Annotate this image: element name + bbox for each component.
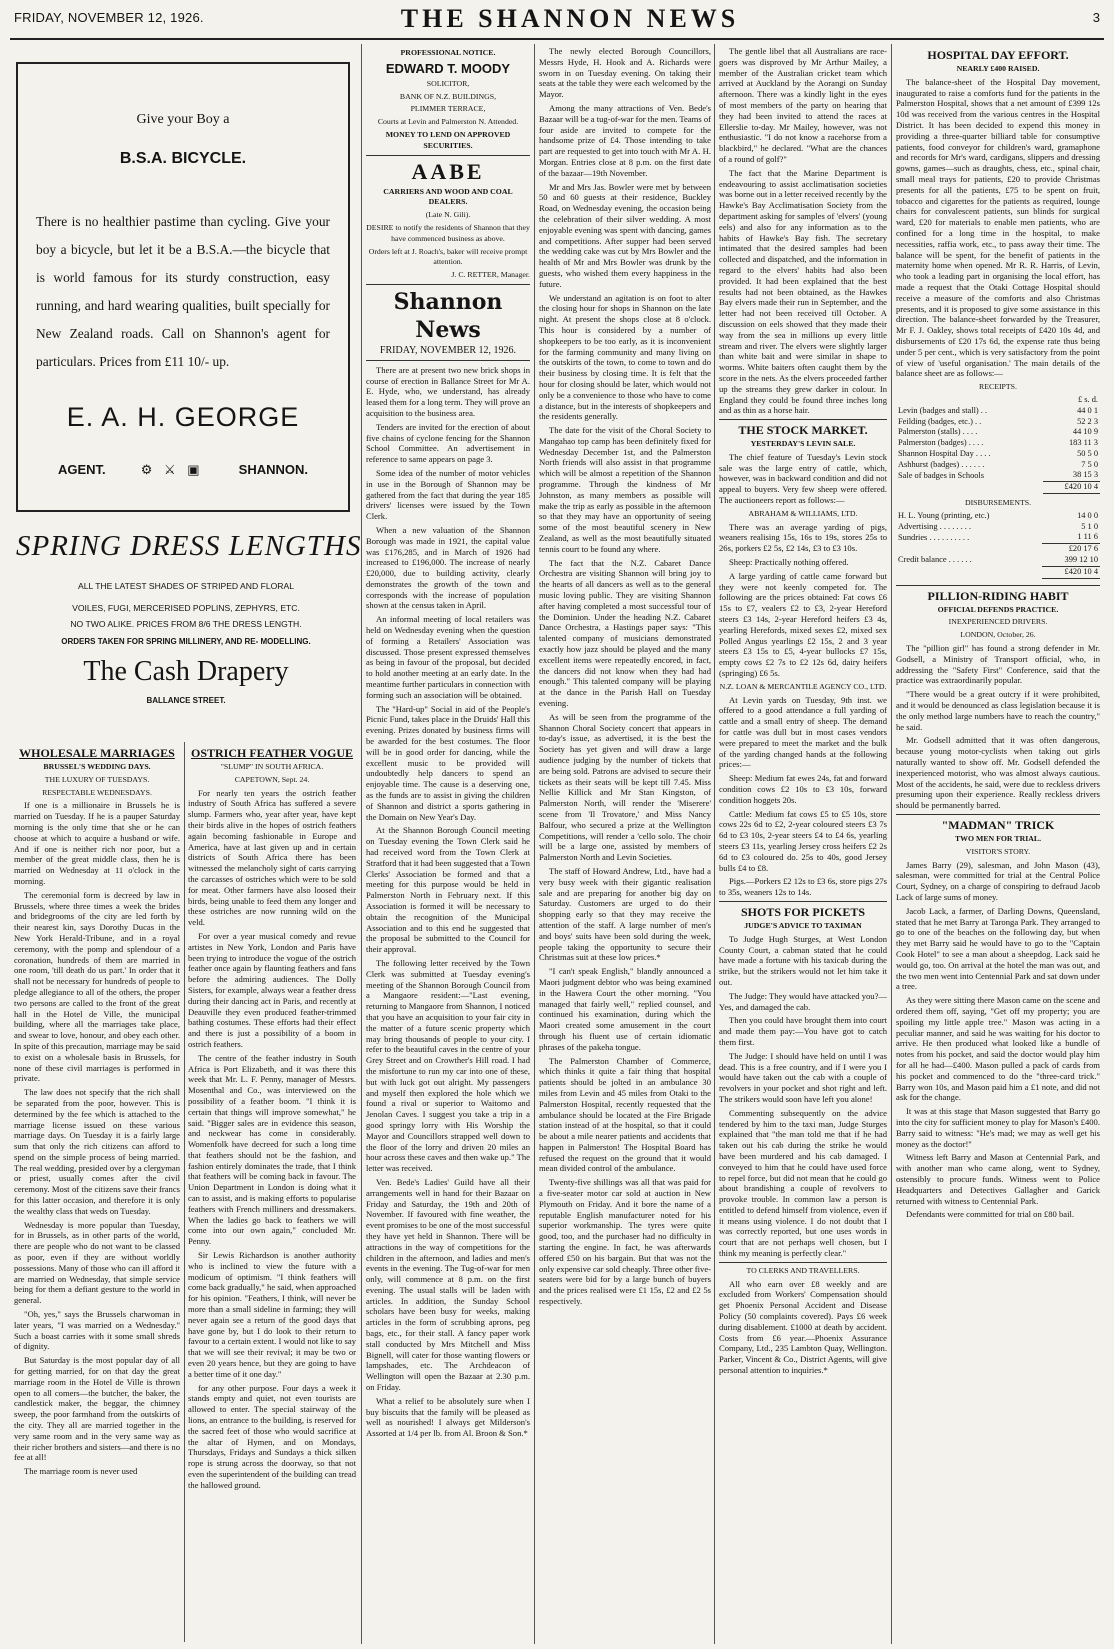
- hospital-headline: HOSPITAL DAY EFFORT.: [927, 48, 1069, 62]
- column-local-news-2: [539, 46, 711, 1644]
- paragraph: The chief feature of Tuesday's Levin stock sale was the large entry of cattle, which, however, was in backward condition and did not appeal to buyers. Very few sheep were offered. The auctioneers report as follows:—: [719, 451, 887, 506]
- table-row: [896, 566, 1100, 578]
- table-row: [896, 522, 1100, 533]
- moody-line: MONEY TO LEND ON APPROVED SECURITIES.: [385, 129, 511, 150]
- credit-label: Credit balance . . . . . .: [898, 555, 972, 565]
- paragraph: But Saturday is the most popular day of all for getting married, for on that day the great marriage room in the Hotel de Ville is thrown open to all comers—the butcher, the baker, the candlestick maker, the beggar, the chimney sweep, the poor farmhand from the outskirts of the city. They all are married together in the very same room and in the very same way as their richer brothers and sisters—and there is no fee at all!: [14, 1355, 180, 1463]
- paragraph: There are at present two new brick shops in course of erection in Ballance Street for Mr A. E. Hyde, who, we understand, has already leased them for a long term. They will prove an acquisition to the business area.: [366, 364, 530, 418]
- paragraph: At Levin yards on Tuesday, 9th inst. we offered to a good attendance a full yarding of cattle and a small entry of sheep. The demand for cattle was dull but in most cases vendors were prepared to meet the market and the bulk of the yarding changed hands at the following prices:—: [719, 694, 887, 770]
- stock-headline: THE STOCK MARKET.: [738, 423, 868, 438]
- paper-nameplate: Shannon News: [393, 288, 503, 343]
- paragraph: An informal meeting of local retailers was held on Wednesday evening when the question of forming a Retailers' Association was discussed. Those present expressed themselves as being in favour of the proposal, but decided to hold another meeting at an early date. In the meantime further particulars in connection with forming such an association will be obtained.: [366, 614, 530, 700]
- column-local-news: [366, 46, 530, 1644]
- paragraph: As will be seen from the programme of the Shannon Choral Society concert that appears in to-day's issue, as advertised, it is the best the Society has yet given and will draw a large audience judging by the number of tickets that are being sold. Patrons are advised to secure their tickets as their seats will be kept till 7.45. Miss Nellie Killick and Mr Stan Kingston, of Palmerston North, will render the 'Miserere' scene from 'Il Trovatore,' and Miss Nancy Balfour, who secured a prize at the Wellington Competitions, will render a 'cello solo. The choir will be a large one, assisted by members of Palmerston North and Levin Societies.: [539, 711, 711, 863]
- moody-name: EDWARD T. MOODY: [385, 60, 511, 76]
- paragraph: Commenting subsequently on the advice tendered by him to the taxi man, Judge Sturges explained that "the man told me that if he had taken out his cab during the strike he would have been murdered and his cab damaged. I conveyed to him that he could have used force to repel force, but did not mean that he could go about brandishing a couple of revolvers to provoke trouble. In common law a person is entitled to defend himself from violence, even if it means using violence. I do not doubt that I was correctly reported, but one uses words in court that are not perhaps well chosen, but I think my meaning is perfectly clear.": [719, 1107, 887, 1259]
- disb-amount: 5 1 0: [1081, 521, 1098, 531]
- disbursements-table: [896, 511, 1100, 579]
- ostrich-sub1: "SLUMP" IN SOUTH AFRICA.: [220, 762, 324, 771]
- receipt-amount: 183 11 3: [1068, 438, 1098, 448]
- receipt-amount: 7 5 0: [1081, 459, 1098, 469]
- drapery-headline: SPRING DRESS LENGTHS: [16, 530, 362, 562]
- receipt-label: Palmerston (badges) . . . .: [898, 438, 984, 448]
- pillion-dateline: LONDON, October, 26.: [960, 630, 1036, 640]
- paragraph: When a new valuation of the Shannon Borough was made in 1921, the capital value was £176,285, and in March of 1926 had increased to £196,000. The increase of nearly £20,000, due to building activity, clearly demonstrates the growth of the town and corresponds with the increase of population shown at the census taken in April.: [366, 524, 530, 611]
- paragraph: The centre of the feather industry in South Africa is Port Elizabeth, and it was there this week that Mr. L. F. Penny, manager of Messrs. Mosenthal and Co., was interviewed on the possibility of a feather boom. "I think it is certain that things will improve somewhat," he said. "Bigger sales are in evidence this season, and neckwear has come in considerably. Womenfolk have decreed for such a long time that feathers should not be the fashion, and fashion entirely dominates the trade, that I think that feathers will be coming back in favour. The Union Department in London is doing what it can to assist, and is making efforts to popularise feathers with French milliners and dressmakers. When the ladies go back to feathers we will come into our own again," concluded Mr. Penny.: [188, 1052, 356, 1247]
- receipt-amount: 44 0 1: [1077, 405, 1098, 415]
- paragraph: The "pillion girl" has found a strong defender in Mr. Godsell, a Ministry of Transport official, who, in addressing the "Safety First" Conference, said that the practice was extraordinarily popular.: [896, 643, 1100, 686]
- aabe-line: Orders left at J. Roach's, baker will receive prompt attention.: [368, 246, 528, 267]
- disb-label: H. L. Young (printing, etc.): [898, 510, 990, 520]
- receipt-label: Levin (badges and stall) . .: [898, 405, 988, 415]
- aabe-line: J. C. RETTER, Manager.: [451, 270, 530, 280]
- table-row: [896, 417, 1100, 428]
- receipt-amount: 50 5 0: [1077, 448, 1098, 458]
- masthead-rule: [10, 38, 1104, 40]
- money-header: £ s. d.: [1077, 394, 1098, 404]
- paragraph: Defendants were committed for trial on £80 bail.: [906, 1209, 1075, 1220]
- paragraph: The date for the visit of the Choral Society to Mangahao top camp has been definitely fixed for Wednesday December 1st, and the Palmerston North friends will also assist in that programme which will be almost a repetition of the Shannon programme. Through the kindness of Mr Johnston, as many members as possible will make the trip as early as possible in the afternoon so that they may have an opportunity of seeing some of the most beautiful scenery in New Zealand, as well as the most beautifully situated tennis court to be found any where.: [539, 425, 711, 554]
- divider: [366, 284, 530, 285]
- masthead-date: FRIDAY, NOVEMBER 12, 1926.: [14, 10, 204, 25]
- disb-label: Sundries . . . . . . . . . .: [898, 532, 970, 542]
- column-rule: [891, 44, 892, 1644]
- paragraph: Some idea of the number of motor vehicles in use in the Borough of Shannon may be gathered from the fact that during the year 185 drivers' licenses were issued by the Town Clerk.: [366, 467, 530, 522]
- receipt-label: Feilding (badges, etc.) . .: [898, 416, 982, 426]
- receipts-label: RECEIPTS.: [979, 382, 1017, 392]
- paragraph: Twenty-five shillings was all that was paid for a five-seater motor car sold at auction in New Plymouth on Friday. And it bore the name of a reputable English manufacturer noted for his superior workmanship. The tyres were quite good, too, and the purchaser had no difficulty in starting the engine. In fact, he was afterwards offered £50 on his bargain. But that was not the only expensive car sold cheaply. Three other five-seaters were bid for by a large bunch of buyers and the prices realised were £1 15s, £2 and £2 5s respectively.: [539, 1177, 711, 1307]
- marriages-sub2: THE LUXURY OF TUESDAYS.: [44, 774, 150, 784]
- article-wholesale-marriages: [14, 744, 180, 1644]
- table-row: [896, 438, 1100, 449]
- paragraph: The Judge: I should have held on until I was dead. This is a free country, and if I were you I would have taken out the cab with a couple of revolvers in your pocket and shot right and left. The strikers would soon have left you alone!: [719, 1050, 887, 1104]
- marriages-headline: WHOLESALE MARRIAGES: [19, 746, 175, 760]
- divider: [719, 901, 887, 902]
- hospital-sub: NEARLY £400 RAISED.: [956, 64, 1040, 73]
- stock-sub: YESTERDAY'S LEVIN SALE.: [750, 439, 856, 449]
- disb-total: £420 10 4: [1042, 566, 1100, 578]
- disbursements-label: DISBURSEMENTS.: [964, 498, 1032, 508]
- divider: [896, 814, 1100, 815]
- paragraph: The "Hard-up" Social in aid of the People's Picnic Fund, takes place in the Druids' Hall this evening. Prizes donated by business firms will be awarded for the best costumes. The floor will be in good order for dancing, while the excellent music to be provided will undoubtedly help dancers to spend an enjoyable time. The cause is a deserving one, as the funds are to assist in giving the children of Shannon and district a sports gathering in the Domain on New Year's Day.: [366, 703, 530, 822]
- paragraph: Tenders are invited for the erection of about five chains of cyclone fencing for the Shannon School Committee. An advertisement in reference to same appears on page 3.: [366, 421, 530, 465]
- pillion-sub2: INEXPERIENCED DRIVERS.: [948, 617, 1048, 627]
- column-rule: [714, 44, 715, 1644]
- paragraph: As they were sitting there Mason came on the scene and ordered them off, saying, "Get off my property; you are spoiling my little apple tree." Mason was acting in a peculiar manner, and said he was waiting for his doctor to arrive. He then produced what looked like a bundle of notes from his pocket, and said the doctor would play him for all he had—£400. Mason pulled a pack of cards from his pocket and commenced to do the "three-card trick." Barry won 10s, and Mason paid him a £1 note, and did not ask for the change.: [896, 995, 1100, 1103]
- paragraph: Jacob Lack, a farmer, of Darling Downs, Queensland, stated that he met Barry at Taronga Park. They arranged to go to one of the beaches on the following day, but when they met Barry said he would have to go to the "Captain Cook Hotel" to see a man about a sheepdog. Lack said he would go, too. On arrival at the hotel the man was out, and the two men went into Centennial Park and sat down under a tree.: [896, 905, 1100, 992]
- paragraph: Among the many attractions of Ven. Bede's Bazaar will be a tug-of-war for the men. Teams of four aside are invited to compete for the handsome prize of £4. Those intending to take part are requested to get into touch with Mr A. H. Morgan. Entries close at 8 p.m. on the first date of the bazaar—19th November.: [539, 102, 711, 178]
- paragraph: The Palmerston Chamber of Commerce, which thinks it quite a fair thing that hospital patients should be jolted in an ambulance 30 miles from Levin and 45 miles from Otaki to the Palmerston Hospital, recently requested that the ambulance should be located at the Fire Brigade station instead of at the hospital, so that it could be about a mile nearer patients and accidents that happen in Palmerston! The Hospital Board has refused the request on the ground that it would mean divided control of the ambulance.: [539, 1055, 711, 1174]
- paragraph: At the Shannon Borough Council meeting on Tuesday evening the Town Clerk said he had received word from the Town Clerk at Stratford that it had been suggested that a Town Clerks' Association be formed and that a meeting for this purpose would be held in Palmerston North in February next. If this Association is formed it will be necessary to obtain the recognition of the Municipal Association and to this end he suggested that the proposal be submitted to the Council for their approval.: [366, 825, 530, 955]
- table-row: [896, 511, 1100, 522]
- paragraph: If one is a millionaire in Brussels he is married on Tuesday. If he is a pauper Saturday morning is the only time that she or he can choose at which to acquire a husband or wife. And if one is neither rich nor poor, but a member of the great middle class, then he is married on Wednesday at 11 o'clock in the morning.: [14, 800, 180, 886]
- marriages-sub3: RESPECTABLE WEDNESDAYS.: [42, 787, 152, 797]
- paragraph: We understand an agitation is on foot to alter the closing hour for shops in Shannon on the late night. At present the shops close at 8 o'clock. This hour is considered by a number of shopkeepers to be too early, as it is inconvenient for the farming community and many living on the outskirts of the town, to come to town and do their business by closing time. It is felt that the hour for closing should be later, which would not only be a convenience to those who have to come a distance, but in the interests of shopkeepers and the residents generally.: [539, 292, 711, 422]
- drapery-line1: ALL THE LATEST SHADES OF STRIPED AND FLORAL: [77, 581, 295, 591]
- paragraph: Sheep: Medium fat ewes 24s, fat and forward condition cows £2 10s to £3 10s, forward condition hoggets 20s.: [719, 773, 887, 805]
- paragraph: To Judge Hugh Sturges, at West London County Court, a cabman stated that he could have made a fortune with his taxicab during the strike, but the strikers would not let him take it out.: [719, 933, 887, 987]
- aabe-line: DESIRE to notify the residents of Shannon that they have commenced business as above.: [366, 222, 530, 243]
- paragraph: The ceremonial form is decreed by law in Brussels, where three times a week the brides and bridegrooms of the city are led forth by their nearest kin, says Dorothy Ducas in the New York Herald-Tribune, and in a royal ceremony, with the pomp and splendour of a coronation, hundreds of them are married in one room, 'till death do us part.' In order that it shall not be necessary for hundreds of people to pledge allegiance to all of the others, the proper two persons are called to the front of the great hall in the Hotel de Ville, the municipal building, where all the marriages take place, and swear to love, honour, and obey each other. In spite of this precaution, marriage may be said to exist on a wholesale basis in Brussels, for none of these civil marriages is performed in private.: [14, 889, 180, 1084]
- masthead-page-number: 3: [1092, 10, 1100, 25]
- paragraph: Mr and Mrs Jas. Bowler were met by between 50 and 60 guests at their residence, Buckley Road, on Wednesday evening, the occasion being the celebration of their silver wedding. A most enjoyable evening was spent with dancing, games and competitions. After supper had been served the wedding cake was cut by Mrs Bowler and the health of Mr and Mrs Bowler was drunk by the guests, who wished them every happiness in the future.: [539, 181, 711, 289]
- paragraph: "Oh, yes," says the Brussels charwoman in later years, "I was married on a Wednesday." Such a boast carries with it some small shreds of dignity.: [14, 1309, 180, 1352]
- paragraph: The law does not specify that the rich shall be separated from the poor, however. This is determined by the fee which is attached to the marriage license issued on these various marriage days. On Tuesday it is a fairly large sum that only the rich citizens can afford to spend on the simple process of being married. The real wedding, presided over by a clergyman or priest, usually comes after the civil ceremony. Most of the citizens save their francs for this latter occasion, and therefore it is only the wealthy class that weds on Tuesday.: [14, 1087, 180, 1216]
- table-row: [896, 555, 1100, 566]
- madman-sub2: VISITOR'S STORY.: [965, 846, 1031, 856]
- bsa-product: B.S.A. BICYCLE.: [119, 150, 247, 167]
- pickets-headline: SHOTS FOR PICKETS: [740, 904, 866, 919]
- table-row: [896, 449, 1100, 460]
- paragraph: It was at this stage that Mason suggested that Barry go into the city for sufficient money to play for Mason's £400. Barry said to witness: "He's mad; we may as well get his money as the doctor!": [896, 1106, 1100, 1149]
- moody-line: Courts at Levin and Palmerston N. Attended.: [377, 117, 519, 127]
- disb-amount: 1 11 6: [1077, 532, 1098, 542]
- table-row: [896, 406, 1100, 417]
- paragraph: Witness left Barry and Mason at Centennial Park, and with another man who came along, went to Sydney, ostensibly to procure funds. Witness went to Police Headquarters and Detectives Gallagher and Garick returned with witness to Centennial Park.: [896, 1152, 1100, 1206]
- paragraph: The newly elected Borough Councillors, Messrs Hyde, H. Hook and A. Richards were sworn in on Tuesday evening. On taking their seats at the table they were each welcomed by the Mayor.: [539, 46, 711, 100]
- marriages-sub1: BRUSSEL'S WEDDING DAYS.: [43, 762, 151, 771]
- receipt-amount: 44 10 9: [1072, 427, 1098, 437]
- divider: [366, 155, 530, 156]
- bsa-agent-place: SHANNON.: [238, 462, 308, 477]
- column-market-and-court: [719, 46, 887, 1644]
- receipt-amount: 38 15 3: [1072, 470, 1098, 480]
- paragraph: The Judge: They would have attacked you?—Yes, and damaged the cab.: [719, 990, 887, 1012]
- paragraph: The staff of Howard Andrew, Ltd., have had a very busy week with their gigantic realisation sale and are preparing for another big day on Saturday. Customers are urged to do their shopping early so that they may receive the attention of the staff. A large number of men's and boys' suits have been sold during the week, people taking the opportunity to secure their Christmas suit at these low prices.*: [539, 865, 711, 963]
- paragraph: Pigs.—Porkers £2 12s to £3 6s, store pigs 27s to 35s, weaners 12s to 14s.: [719, 876, 887, 898]
- bsa-body: There is no healthier pastime than cycling. Give your boy a bicycle, but let it be a B.S.A.—the bicycle that is world famous for its sturdy construction, easy running, and hard wearing qualities, built specially for New Zealand roads. Call on Shannon's agent for particulars. Prices from £11 10/- up.: [36, 214, 330, 369]
- madman-headline: "MADMAN" TRICK: [941, 818, 1055, 832]
- bsa-logo-icon: ⚙ ⚔ ▣: [140, 462, 204, 477]
- column-rule: [361, 44, 362, 1644]
- pillion-sub1: OFFICIAL DEFENDS PRACTICE.: [937, 604, 1059, 614]
- receipt-label: Sale of badges in Schools: [898, 470, 985, 480]
- paragraph: What a relief to be absolutely sure when I buy biscuits that the family will be pleased as well as nourished! I always get Milderson's Assorted at 1/4 per lb. from Al. Broon & Son.*: [366, 1395, 530, 1439]
- receipt-label: Ashhurst (badges) . . . . . .: [898, 459, 985, 469]
- auctioneer-name: ABRAHAM & WILLIAMS, LTD.: [748, 508, 858, 518]
- receipts-total: £420 10 4: [1043, 482, 1100, 494]
- drapery-street: BALLANCE STREET.: [146, 696, 226, 705]
- paragraph: For nearly ten years the ostrich feather industry of South Africa has suffered a severe slump. Farmers who, year after year, have kept their birds alive in the hopes of ostrich feathers again becoming fashionable in Europe and America, have at last given up and in certain districts of South Africa there has been witnessed the melancholy sight of carts carrying the carcasses of ostriches which were to be sold for meat. Other farmers have also loosed their birds, being unable to feed them any longer and these ostriches are now running wild on the veld.: [188, 787, 356, 928]
- credit-amount: 399 12 10: [1064, 555, 1098, 565]
- moody-line: SOLICITOR,: [426, 78, 470, 88]
- paragraph: The fact that the Marine Department is endeavouring to assist acclimatisation societies was borne out in a letter received recently by the Hawke's Bay Acclimatisation Society from the department asking for samples of 'elvers' (young eels) and also for any information as to the habits of Hawke's Bay fish. The secretary intimated that the desired samples had been collected and dispatched, and the information in regard to the elvers' habits had also been provided. It had been explained that the best results had not been obtained, as the Hawkes Bay elvers made their run in September, and the letter had not been received till October. A discussion on eels showed that they made their way from the sea in millions up every little stream and river. The elvers were slightly larger than white bait and were similar in shape to worms. White baiters often caught them by the score in the nets. As the elvers proceeded farther up the streams they grew darker in colour. In England they could be found three inches long and as thin as a horse hair.: [719, 167, 887, 416]
- paragraph: The marriage room is never used: [24, 1466, 138, 1477]
- article-ostrich-feather-vogue: [188, 744, 356, 1644]
- paragraph: The fact that the N.Z. Cabaret Dance Orchestra are visiting Shannon will bring joy to the hearts of all dancers as well as to the general music loving public. They are visiting Shannon after having completed a most successful tour of the Dominion. Under the heading N.Z. Cabaret Dance Orchestra, a Hastings paper says: "This talented company of musicians demonstrated exactly how jazz should be played and the many excellent items were repeatedly encored, in fact, the dancers did not know when they had had enough." This talented company will be playing at the dance in the Parish Hall on Tuesday evening.: [539, 557, 711, 709]
- bsa-agent-label: AGENT.: [58, 462, 106, 477]
- paragraph: The balance-sheet of the Hospital Day movement, inaugurated to raise a comforts fund for the patients in the Palmerston Hospital, shows that a net amount of £399 12s 10d was received from the various centres in the Hospital District. It has been decided to expend this money in providing a three-quarter billiard table for consumptive patients, food conveyor for children's ward, gramaphone and records for Mr's ward, cardigans, slippers and dressing gowns, games—such as draughts, chess, etc., spinal chair, small meal trays for patients, £20 to provide Christmas presents for all the patients, £75 to be spent on fruit, tobacco and cigarettes for the patients as required, lounge chairs for convalescent patients, sun blinds for surgical ward, £20 for materials to enable men patients, who are confined for a long time in the hospital, to make necessities, raffia work, etc., to pass away their time. The balance will be spent, for the benefit of patients in the maternity home when opened. Mr R. R. Harris, of Levin, who took a leading part in organising the local effort, has made a request that the Otaki Cottage Hospital should receive a measure of the comforts and also Christmas presents, and it is proposed to give some assistance in this direction. The balance-sheet forwarded by the Treasurer, Mr F. J. Oakley, shows total receipts of £420 10s 4d, and disbursements of £20 17s 6d, the expense rate thus being under 5 per cent., which is very satisfactory from the point of view of 'useful organisation.' The main details of the balance sheet are as follows:—: [896, 76, 1100, 379]
- masthead-title: THE SHANNON NEWS: [400, 4, 740, 33]
- paragraph: All who earn over £8 weekly and are excluded from Workers' Compensation should get Phoenix Personal Accident and Disease Policy (50 complaints covered). Pays £6 week during disablement. £1000 at death by accident. Costs from £6 year.—Phoenix Assurance Company, Ltd., 235 Lambton Quay, Wellington. Parker, Vincent & Co., District Agents, will give personal attention to inquiries.*: [719, 1278, 887, 1376]
- professional-notice-label: PROFESSIONAL NOTICE.: [400, 48, 496, 57]
- paragraph: Sir Lewis Richardson is another authority who is inclined to view the future with a modicum of optimism. "I think feathers will come back gradually," he said, when approached for his opinion. "Feathers, I think, will never be more than a small sideline in farming; they will never again see a return of the good days that have gone by, but I do look to their return to favour to a certain extent. I would not like to say that we will see their revival; it may be two or even 20 years hence, but they are going to have a better time of it one day.": [188, 1250, 356, 1379]
- bsa-intro: Give your Boy a: [136, 112, 230, 127]
- table-row: [896, 395, 1100, 406]
- bsa-bicycle-ad: [16, 62, 350, 512]
- pillion-headline: PILLION-RIDING HABIT: [927, 588, 1069, 603]
- column-rule: [184, 742, 185, 1642]
- disb-subtotal: £20 17 6: [1042, 544, 1100, 555]
- paragraph: Ven. Bede's Ladies' Guild have all their arrangements well in hand for their Bazaar on Friday and Saturday, the 19th and 20th of November. If favoured with fine weather, the event promises to be one of the most successful they have yet held in Shannon. There will be attractions in the way of competitions for the children in the afternoon, and ladies and men's events in the evening. The Tug-of-war for men only, will commence at 8 p.m. on the first evening. The usual stalls will be laden with articles. In addition, the Sunday School scholars have been busy for weeks, making articles in the form of scrubbing aprons, peg bags, etc., for their stall. A fancy paper work stall conducted by Mrs Mitchell and Miss Bignell, will cater for those wanting flowers or lampshades, etc. The Archdeacon of Wellington will open the Bazaar at 2.30 p.m. on Friday.: [366, 1176, 530, 1393]
- aabe-line: CARRIERS AND WOOD AND COAL DEALERS.: [383, 186, 513, 207]
- table-row: [896, 482, 1100, 494]
- aabe-line: (Late N. Gili).: [425, 210, 471, 220]
- paragraph: There was an average yarding of pigs, weaners realising 15s, 16s to 19s, stores 25s to 26s, porkers £2 5s, £2 14s, £3 to £3 10s.: [719, 521, 887, 554]
- cash-drapery-ad: [16, 530, 362, 735]
- paragraph: Cattle: Medium fat cows £5 to £5 10s, store cows 22s 6d to £2, 2-year coloured steers £3 7s 6d to £3 10s, 2-year steers £4 to £4 6s, yearling steers £3 11s, yearling Jersey cross heifers £2 2s 6d to £3 coloured do. 25s to 40s, good Jersey bulls £4 to £8.: [719, 808, 887, 873]
- paragraph: The following letter received by the Town Clerk was submitted at Tuesday evening's meeting of the Shannon Borough Council from a Mangaore resident:—"Last evening, returning to Mangaore from Shannon, I noticed that you have an acquisition to your fair city in the matter of a future scenic property which may bring thousands of people to your city. I refer to the beautiful caves in the centre of your Grey Street and on Crowther's Hill road. I had the misfortune to run my car into one of these, but with luck got out alright. My passengers and myself then explored the hole which we found a rival or superior to Waitomo and Jenolan Caves. I suggest you take a trip in a good springy lorry with His Worship the Mayor and Councillors strapped well down to the floor of the lorry and driven 20 miles an hour across these caves and then wake up." The letter was received.: [366, 957, 530, 1174]
- divider: [719, 419, 887, 420]
- paragraph: The gentle libel that all Australians are race-goers was disproved by Mr Arthur Mailey, a member of the Australian cricket team which arrived at Auckland by the Aorangi on Sunday afternoon. There was a kindly light in the eyes of most members of the party on hearing that they had been invited to attend the races at Ellerslie to-day. Mr Mailey, however, was not enthusiastic. "I do not know a racehorse from a blackbird," he declared. "What are the chances of a round of golf?": [719, 46, 887, 164]
- paragraph: for any other purpose. Four days a week it stands empty and quiet, not even tourists are allowed to enter. The special stairway of the lions, an entrance to the building, is reserved for the sacred feet of those who would sacrifice at the altar of Hymen, and on Mondays, Thursdays, Fridays and Sundays a thick silken rope is strung across the doorway, so that not even the superintendent of the building can tread the hallowed ground.: [188, 1382, 356, 1490]
- moody-line: PLIMMER TERRACE,: [410, 104, 486, 114]
- aabe-name: AABE: [411, 158, 485, 184]
- clerks-headline: TO CLERKS AND TRAVELLERS.: [746, 1265, 860, 1275]
- paragraph: "There would be a great outcry if it were prohibited, and it would be denounced as class legislation because it is the only method large numbers have to reach the country," he said.: [896, 689, 1100, 732]
- column-hospital-and-crime: [896, 46, 1100, 1644]
- table-row: [896, 544, 1100, 555]
- divider: [719, 1262, 887, 1263]
- table-row: [896, 460, 1100, 471]
- paragraph: For over a year musical comedy and revue artistes in New York, London and Paris have been trying to introduce the vogue of the ostrich feather once again by flaunting feathers and fans before the admiring audiences. The Dolly Sisters, for example, always wear a feather dress during their dancing act in Paris, and recently at Deauville they even produced feather-trimmed bathing costumes. These efforts had their effect and there is just a possibility of a boom in ostrich feathers.: [188, 930, 356, 1049]
- receipt-label: Palmerston (stalls) . . . .: [898, 427, 978, 437]
- disb-label: Advertising . . . . . . . .: [898, 521, 972, 531]
- madman-sub1: TWO MEN FOR TRIAL.: [954, 834, 1042, 843]
- paragraph: "I can't speak English," blandly announced a Maori judgment debtor who was being examined in the Hawera Court the other morning. "You managed that fairly well," replied counsel, and continued his examination, during which the Maori created some amusement in the court through his fluent use of certain idiomatic phrases of the pakeha tongue.: [539, 966, 711, 1052]
- table-row: [896, 532, 1100, 543]
- receipt-label: Shannon Hospital Day . . . .: [898, 448, 991, 458]
- paragraph: Then you could have brought them into court and made them pay:—You have got to catch them first.: [719, 1015, 887, 1047]
- table-row: [896, 427, 1100, 438]
- pickets-sub: JUDGE'S ADVICE TO TAXIMAN: [744, 920, 862, 930]
- moody-line: BANK OF N.Z. BUILDINGS,: [399, 91, 497, 101]
- drapery-line3: NO TWO ALIKE. PRICES FROM 8/6 THE DRESS LENGTH.: [70, 619, 302, 629]
- paragraph: Wednesday is more popular than Tuesday, for in Brussels, as in other parts of the world, there are people who do not want to be classed as poor, even if they are without worldly possessions. Many of those who can ill afford it are married on Wednesday, that simple service being for them a defiant gesture to the world in general.: [14, 1219, 180, 1306]
- disb-amount: 14 0 0: [1077, 510, 1098, 520]
- ostrich-dateline: CAPETOWN, Sept. 24.: [234, 774, 310, 784]
- bsa-agent-name: E. A. H. GEORGE: [66, 402, 300, 432]
- paragraph: Sheep: Practically nothing offered.: [729, 557, 849, 568]
- ostrich-headline: OSTRICH FEATHER VOGUE: [190, 746, 353, 760]
- paper-date: FRIDAY, NOVEMBER 12, 1926.: [366, 346, 530, 361]
- receipt-amount: 52 2 3: [1077, 416, 1098, 426]
- paragraph: James Barry (29), salesman, and John Mason (43), salesman, were committed for trial at the Central Police Court, Sydney, on a charge of conspiring to defraud Jacob Lack of large sums of money.: [896, 859, 1100, 902]
- paragraph: A large yarding of cattle came forward but they were not keenly competed for. The following are the prices obtained: Fat cows £6 15s to £7, vealers £2 to £3, 2-year Hereford steers £3 14s, 2-year Hereford heifers £3 4s, yearling Herefords, mixed sexes £2, mixed sex Polled Angus yearlings £2 15s, 2 and 3 year steers £3 15s to £5, 4-year bullocks £7 15s, empty cows £2 7s to £2 12s 6d, dairy heifers (springing) £6 5s.: [719, 570, 887, 679]
- receipts-table: [896, 395, 1100, 494]
- drapery-line2: VOILES, FUGI, MERCERISED POPLINS, ZEPHYRS, ETC.: [72, 603, 300, 613]
- paragraph: Mr. Godsell admitted that it was often dangerous, because young motor-cyclists when taking out girls naturally wanted to show off. Mr. Godsell defended the inexperienced motorist, who was almost always cautious. Most of the accidents, he said, were due to reckless drivers presuming upon their experience. Really reckless drivers should be permanently barred.: [896, 735, 1100, 811]
- column-rule: [534, 44, 535, 1644]
- drapery-shop: The Cash Drapery: [83, 656, 289, 687]
- divider: [896, 585, 1100, 586]
- table-row: [896, 470, 1100, 481]
- auctioneer-name: N.Z. LOAN & MERCANTILE AGENCY CO., LTD.: [719, 681, 887, 691]
- drapery-line4: ORDERS TAKEN FOR SPRING MILLINERY, AND RE- MODELLING.: [61, 637, 311, 646]
